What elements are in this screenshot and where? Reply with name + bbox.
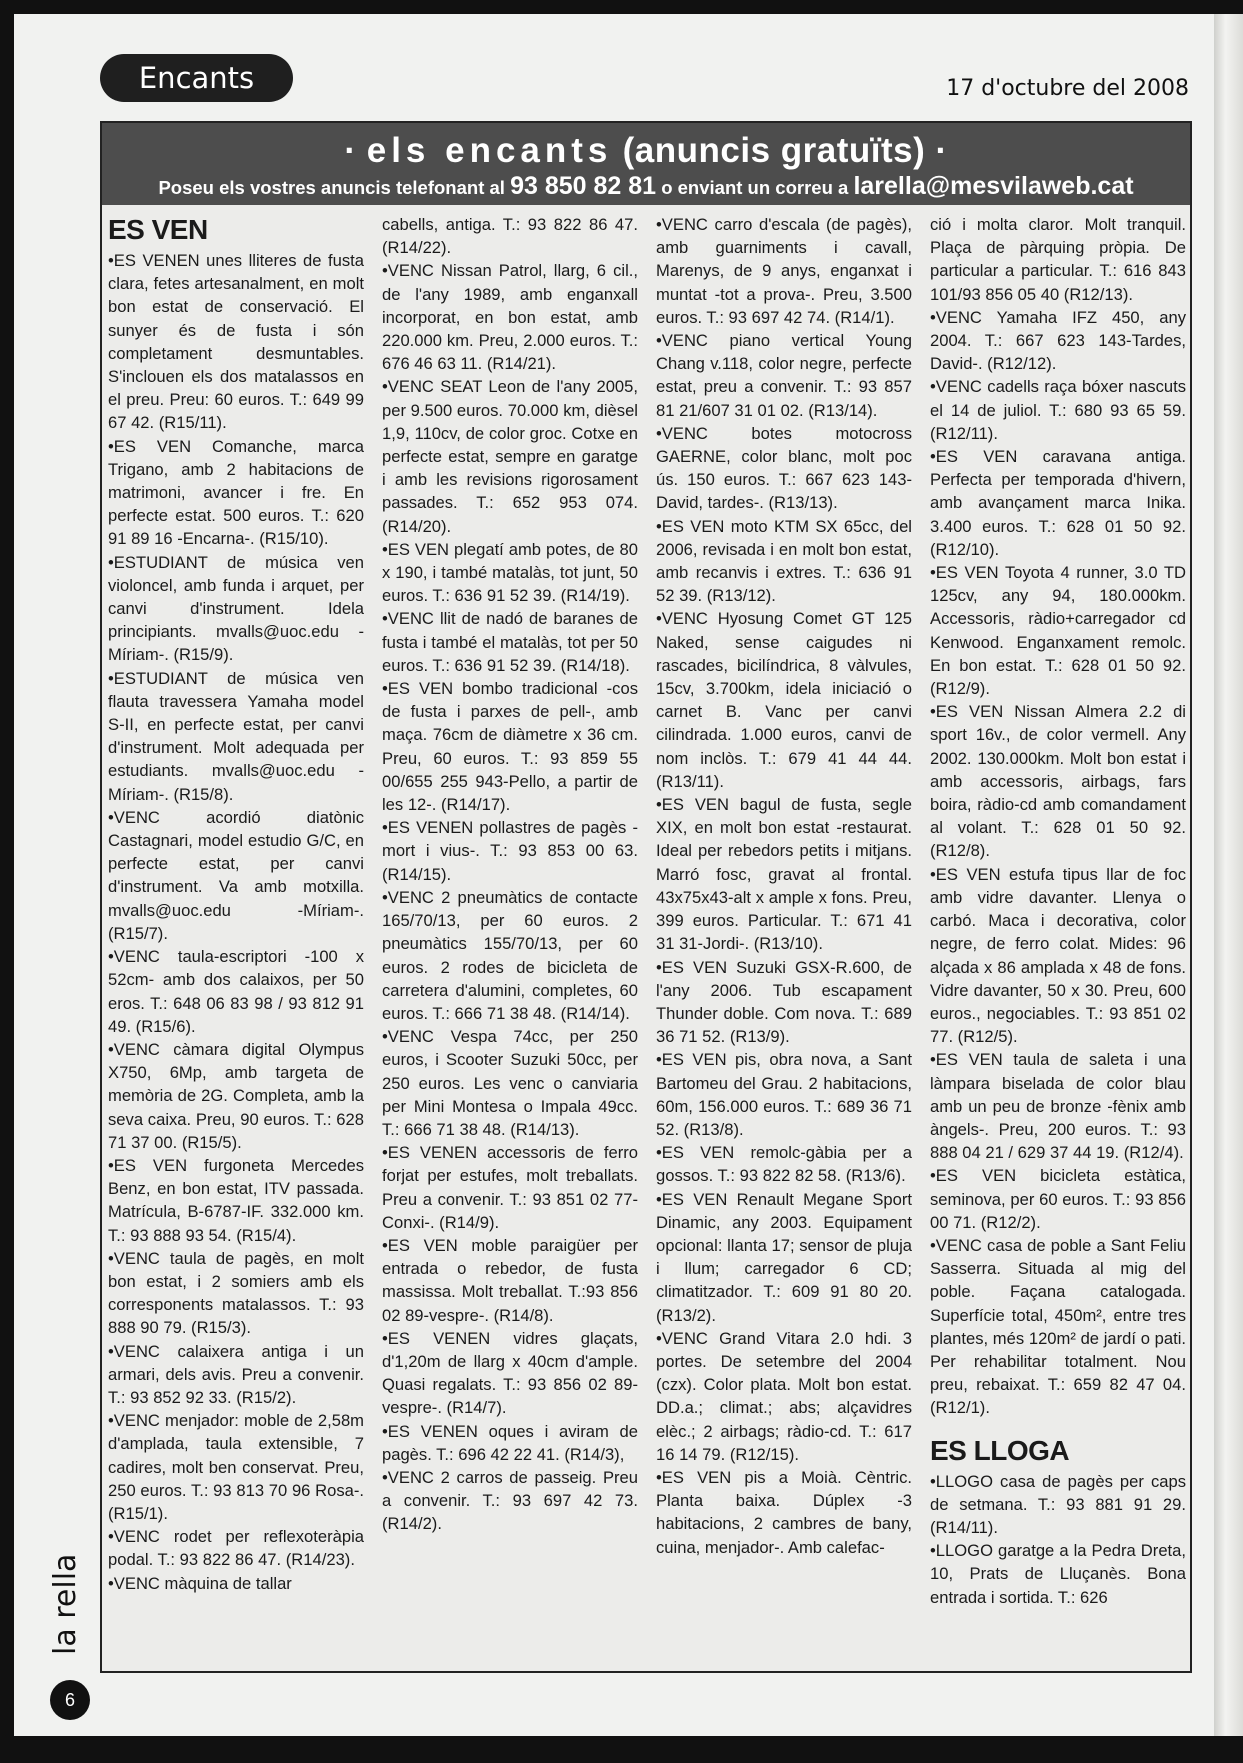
banner-title-spaced: els encants (366, 131, 613, 170)
classified-ad: •ES VEN moto KTM SX 65cc, del 2006, revisada i en molt bon estat, amb recanvis i extres. T.: 636 91 52 39. (R13/12). (656, 516, 912, 606)
ad-column-4 (930, 213, 1186, 1665)
classified-ad: •VENC taula-escriptori -100 x 52cm- amb dos calaixos, per 50 eros. T.: 648 06 83 98 / 93 812 91 49. (R15/6). (108, 947, 364, 1036)
classified-ad: •ES VEN estufa tipus llar de foc amb vidre davanter. Llenya o carbó. Maca i decorativa, color negre, de ferro colat. Mides: 96 alçada x 86 amplada x 48 de fons. Vidre davanter, 50 x 30. Preu, 600 euros., negociables. T.: 93 851 02 77. (R12/5). (930, 864, 1186, 1047)
classifieds-frame (100, 121, 1192, 1673)
classified-ad: •ES VEN Toyota 4 runner, 3.0 TD 125cv, any 94, 180.000km. Accessoris, ràdio+carregador cd Kenwood. Enganxament remolc. En bon estat. T.: 628 01 50 92. (R12/9). (930, 563, 1186, 699)
classified-ad: cabells, antiga. T.: 93 822 86 47. (R14/22). (382, 215, 638, 258)
classified-ad: •VENC Nissan Patrol, llarg, 6 cil., de l'any 1989, amb enganxall incorporat, en bon estat, amb 220.000 km. Preu, 2.000 euros. T.: 676 46 63 11. (R14/21). (382, 261, 638, 374)
classified-ad: ció i molta claror. Molt tranquil. Plaça de pàrquing pròpia. De particular a particular. T.: 616 843 101/93 856 05 40 (R12/13). (930, 215, 1186, 304)
banner-phone: 93 850 82 81 (510, 172, 657, 200)
ad-column-1 (108, 213, 364, 1665)
classified-ad: •LLOGO casa de pagès per caps de setmana. T.: 93 881 91 29. (R14/11). (930, 1471, 1186, 1537)
classified-ad: •ES VEN bicicleta estàtica, seminova, per 60 euros. T.: 93 856 00 71. (R12/2). (930, 1166, 1186, 1232)
classified-ad: •ES VEN Nissan Almera 2.2 di sport 16v., de color vermell. Any 2002. 130.000km. Molt bon estat i amb accessoris, airbags, fars boira, ràdio-cd amb comandament al volant. T.: 628 01 50 92. (R12/8). (930, 702, 1186, 861)
classified-ad: •VENC 2 pneumàtics de contacte 165/70/13, per 60 euros. 2 pneumàtics 155/70/13, per 60 euros. 2 rodes de bicicleta de carretera d'alumini, completes, 60 euros. T.: 666 71 38 48. (R14/14). (382, 887, 638, 1023)
classifieds-banner (102, 123, 1190, 205)
banner-sub-b: o enviant un correu a (656, 177, 854, 198)
page-number: 6 (50, 1680, 90, 1720)
banner-email: larella@mesvilaweb.cat (853, 172, 1134, 200)
classified-ad: •ES VEN moble paraigüer per entrada o rebedor, de fusta massissa. Molt treballat. T.:93 856 02 89-vespre-. (R14/8). (382, 1235, 638, 1325)
classified-ad: •LLOGO garatge a la Pedra Dreta, 10, Prats de Lluçanès. Bona entrada i sortida. T.: 626 (930, 1541, 1186, 1607)
issue-date: 17 d'octubre del 2008 (946, 76, 1189, 101)
classified-ad: •ES VEN caravana antiga. Perfecta per temporada d'hivern, amb avançament marca Inika. 3.400 euros. T.: 628 01 50 92. (R12/10). (930, 447, 1186, 559)
classified-ad: •VENC 2 carros de passeig. Preu a convenir. T.: 93 697 42 73. (R14/2). (382, 1467, 638, 1534)
banner-title-rest: (anuncis gratuïts) · (612, 131, 948, 170)
classified-ad: •ES VEN bombo tradicional -cos de fusta i parxes de pell-, amb maça. 76cm de diàmetre x 36 cm. Preu, 60 euros. T.: 93 859 55 00/655 255 943-Pello, a partir de les 12-. (R14/17). (382, 679, 638, 815)
classified-ad: •VENC botes motocross GAERNE, color blanc, molt poc ús. 150 euros. T.: 667 623 143-David, tardes-. (R13/13). (656, 423, 912, 513)
ad-column-4-rentals (930, 1470, 1186, 1609)
classified-ad: •ES VEN Suzuki GSX-R.600, de l'any 2006. Tub escapament Thunder doble. Com nova. T.: 689 36 71 52. (R13/9). (656, 957, 912, 1047)
classified-ad: •ES VEN pis a Moià. Cèntric. Planta baixa. Dúplex -3 habitacions, 2 cambres de bany, cuina, menjador-. Amb calefac- (656, 1467, 912, 1557)
classified-ad: •VENC cadells raça bóxer nascuts el 14 de juliol. T.: 680 93 65 59. (R12/11). (930, 377, 1186, 443)
classified-ad: •VENC Yamaha IFZ 450, any 2004. T.: 667 623 143-Tardes, David-. (R12/12). (930, 307, 1186, 374)
classified-ad: •ES VEN pis, obra nova, a Sant Bartomeu del Grau. 2 habitacions, 60m, 156.000 euros. T.: 689 36 71 52. (R13/8). (656, 1050, 912, 1139)
heading-es-lloga: ES LLOGA (930, 1434, 1070, 1466)
classified-ad: •ES VEN plegatí amb potes, de 80 x 190, i també matalàs, tot junt, 50 euros. T.: 636 91 52 39. (R14/19). (382, 539, 638, 606)
banner-sub-a: Poseu els vostres anuncis telefonant al (158, 177, 511, 198)
classified-ad: •VENC taula de pagès, en molt bon estat, i 2 somiers amb els corresponents matalassos. T.: 93 888 90 79. (R15/3). (108, 1248, 364, 1338)
classified-ad: •ES VENEN accessoris de ferro forjat per estufes, molt treballats. Preu a convenir. T.: 93 851 02 77-Conxi-. (R14/9). (382, 1143, 638, 1232)
banner-title-lead: · (344, 131, 367, 170)
classified-ad: •VENC casa de poble a Sant Feliu Sasserra. Situada al mig del poble. Façana catalogada. Superfície total, 450m², entre tres plantes, més 120m² de jardí o pati. Per rehabilitar totalment. Nou preu, rebaixat. T.: 659 82 47 04. (R12/1). (930, 1235, 1186, 1418)
classified-ad: •VENC Grand Vitara 2.0 hdi. 3 portes. De setembre del 2004 (czx). Color plata. Molt bon estat. DD.a.; climat.; abs; alçavidres elèc.; 2 airbags; ràdio-cd. T.: 617 16 14 79. (R12/15). (656, 1328, 912, 1464)
classified-ad: •VENC menjador: moble de 2,58m d'amplada, taula extensible, 7 cadires, molt ben conservat. Preu, 250 euros. T.: 93 813 70 96 Rosa-. (R15/1). (108, 1411, 364, 1523)
classified-ad: •VENC Hyosung Comet GT 125 Naked, sense caigudes ni rascades, bicilíndrica, 8 vàlvules, 15cv, 3.700km, idela iniciació o carnet B. Vanc per canvi cilindrada. 1.000 euros, canvi de nom inclòs. T.: 679 41 44 44. (R13/11). (656, 609, 912, 791)
classified-ad: •VENC màquina de tallar (108, 1573, 292, 1593)
classified-ad: •ES VENEN vidres glaçats, d'1,20m de llarg x 40cm d'ample. Quasi regalats. T.: 93 856 02 89-vespre-. (R14/7). (382, 1328, 638, 1418)
publication-name: la rella (48, 1553, 83, 1655)
page-edge (1214, 14, 1243, 1736)
ad-column-4-sales (930, 213, 1186, 1420)
classified-ad: •VENC SEAT Leon de l'any 2005, per 9.500 euros. 70.000 km, dièsel 1,9, 110cv, de color groc. Cotxe en perfecte estat, sempre en garatge i amb les revisions rigorosament passades. T.: 652 953 074. (R14/20). (382, 377, 638, 536)
classified-ad: •VENC piano vertical Young Chang v.118, color negre, perfecte estat, preu a convenir. T.: 93 857 81 21/607 31 01 02. (R13/14). (656, 331, 912, 420)
classified-ad: •ES VEN furgoneta Mercedes Benz, en bon estat, ITV passada. Matrícula, B-6787-IF. 332.000 km. T.: 93 888 93 54. (R15/4). (108, 1155, 364, 1245)
section-label: Encants (100, 54, 293, 102)
classified-ad: •ESTUDIANT de música ven flauta travessera Yamaha model S-II, en perfecte estat, per canvi d'instrument. Molt adequada per estudiants. mvalls@uoc.edu -Míriam-. (R15/8). (108, 668, 364, 804)
classified-ad: •VENC Vespa 74cc, per 250 euros, i Scooter Suzuki 50cc, per 250 euros. Les venc o canviaria per Mini Montesa o Impala 49cc. T.: 666 71 38 48. (R14/13). (382, 1027, 638, 1139)
classified-ad: •VENC rodet per reflexoteràpia podal. T.: 93 822 86 47. (R14/23). (108, 1527, 364, 1570)
classified-ad: •ES VENEN oques i aviram de pagès. T.: 696 42 22 41. (R14/3), (382, 1421, 638, 1464)
banner-subtitle (102, 171, 1190, 203)
classified-ad: •ES VENEN pollastres de pagès -mort i vius-. T.: 93 853 00 63. (R14/15). (382, 818, 638, 884)
heading-es-ven: ES VEN (108, 214, 208, 245)
classified-ad: •ES VEN bagul de fusta, segle XIX, en molt bon estat -restaurat. Ideal per rebedors petits i mitjans. Marró fosc, gravat al frontal. 43x75x43-alt x ample x fons. Preu, 399 euros. Particular. T.: 671 41 31 31-Jordi-. (R13/10). (656, 795, 912, 954)
classified-ad: •ES VEN Renault Megane Sport Dinamic, any 2003. Equipament opcional: llanta 17; sensor de pluja i llum; carregador 6 CD; climatitzador. T.: 609 91 80 20. (R13/2). (656, 1189, 912, 1325)
classified-ad: •VENC carro d'escala (de pagès), amb guarniments i cavall, Marenys, de 9 anys, enganxat i muntat -tot a prova-. Preu, 3.500 euros. T.: 93 697 42 74. (R14/1). (656, 215, 912, 327)
ad-columns (108, 213, 1186, 1665)
classified-ad: •ES VEN remolc-gàbia per a gossos. T.: 93 822 82 58. (R13/6). (656, 1143, 912, 1186)
ad-column-2 (382, 213, 638, 1665)
classified-ad: •VENC calaixera antiga i un armari, dels avis. Preu a convenir. T.: 93 852 92 33. (R15/2). (108, 1341, 364, 1407)
ad-column-3 (656, 213, 912, 1665)
classified-ad: •VENC acordió diatònic Castagnari, model estudio G/C, en perfecte estat, per canvi d'instrument. Va amb motxilla. mvalls@uoc.edu -Míriam-. (R15/7). (108, 807, 364, 943)
classified-ad: •VENC llit de nadó de baranes de fusta i també el matalàs, tot per 50 euros. T.: 636 91 52 39. (R14/18). (382, 609, 638, 675)
classified-ad: •ES VEN taula de saleta i una làmpara biselada de color blau amb un peu de bronze -fènix amb àngels-. Preu, 200 euros. T.: 93 888 04 21 / 629 37 44 19. (R12/4). (930, 1050, 1186, 1163)
banner-title (102, 123, 1190, 171)
classified-ad: •ES VEN Comanche, marca Trigano, amb 2 habitacions de matrimoni, avancer i fre. En perfecte estat. 500 euros. T.: 620 91 89 16 -Encarna-. (R15/10). (108, 436, 364, 549)
classified-ad: •ESTUDIANT de música ven violoncel, amb funda i arquet, per canvi d'instrument. Idela principiants. mvalls@uoc.edu -Míriam-. (R15/9). (108, 552, 364, 665)
classified-ad: •VENC càmara digital Olympus X750, 6Mp, amb targeta de memòria de 2G. Completa, amb la seva caixa. Preu, 90 euros. T.: 628 71 37 00. (R15/5). (108, 1039, 364, 1152)
classified-ad: •ES VENEN unes lliteres de fusta clara, fetes artesanalment, en molt bon estat de conservació. El sunyer és de fusta i són completament desmuntables. S'inclouen els dos matalassos en el preu. Preu: 60 euros. T.: 649 99 67 42. (R15/11). (108, 251, 364, 433)
